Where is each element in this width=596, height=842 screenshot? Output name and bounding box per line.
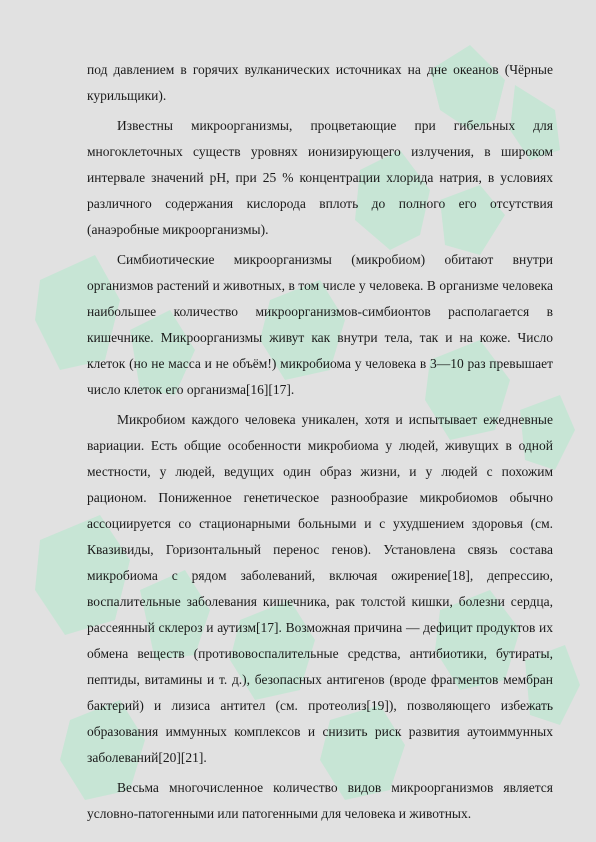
- paragraph-4: Микробиом каждого человека уникален, хотя и испытывает ежедневные вариации. Есть общие особенности микробиома у людей, живущих в одной местности, у людей, ведущих один образ жизни, и у людей с похожим рационом. Пониженное генетическое разнообразие микробиомов обычно ассоциируется со стационарными больными и с ухудшением здоровья (см. Квазивиды, Горизонтальный перенос генов). Установлена связь состава микробиома с рядом заболеваний, включая ожирение[18], депрессию, воспалительные заболевания кишечника, рак толстой кишки, болезни сердца, рассеянный склероз и аутизм[17]. Возможная причина — дефицит продуктов их обмена веществ (противовоспалительные средства, антибиотики, бутираты, пептиды, витамины и т. д.), безопасных антигенов (вроде фрагментов мембран бактерий) и лизиса антител (см. протеолиз[19]), позволяющего избежать образования иммунных комплексов и снизить риск развития аутоиммунных заболеваний[20][21].: [87, 412, 553, 765]
- text-column: [87, 57, 553, 831]
- paragraph-1: под давлением в горячих вулканических источниках на дне океанов (Чёрные курильщики).: [87, 62, 553, 103]
- paragraph-3: Симбиотические микроорганизмы (микробиом) обитают внутри организмов растений и животных, в том числе у человека. В организме человека наибольшее количество микроорганизмов-симбионтов располагается в кишечнике. Микроорганизмы живут как внутри тела, так и на коже. Число клеток (но не масса и не объём!) микробиома у человека в 3—10 раз превышает число клеток его организма[16][17].: [87, 252, 553, 397]
- paragraph-2: Известны микроорганизмы, процветающие при гибельных для многоклеточных существ уровнях ионизирующего излучения, в широком интервале значений pH, при 25 % концентрации хлорида натрия, в условиях различного содержания кислорода вплоть до полного его отсутствия (анаэробные микроорганизмы).: [87, 118, 553, 237]
- paragraph-5: Весьма многочисленное количество видов микроорганизмов является условно-патогенными или патогенными для человека и животных.: [87, 780, 553, 821]
